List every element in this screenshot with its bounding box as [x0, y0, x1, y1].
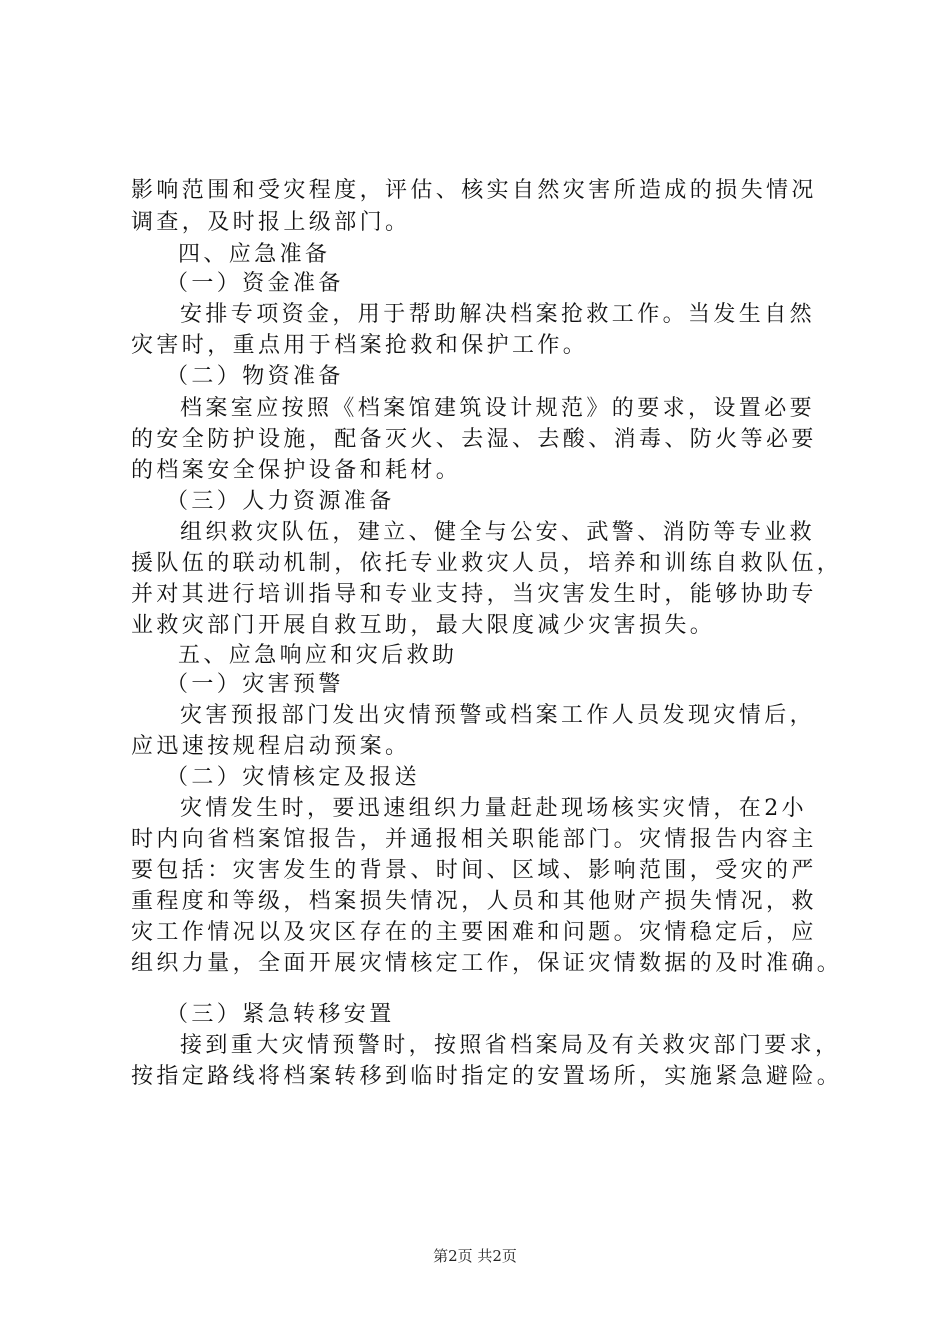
text-line: 援队伍的联动机制，依托专业救灾人员，培养和训练自救队伍， — [131, 551, 843, 576]
subsection-heading: （一）资金准备 — [166, 271, 344, 296]
text-line: 灾害时，重点用于档案抢救和保护工作。 — [131, 333, 589, 358]
text-line: 组织救灾队伍，建立、健全与公安、武警、消防等专业救 — [180, 520, 816, 545]
text-line: 应迅速按规程启动预案。 — [131, 734, 411, 759]
text-line: 灾情发生时，要迅速组织力量赶赴现场核实灾情，在2小 — [180, 796, 807, 821]
text-line: 时内向省档案馆报告，并通报相关职能部门。灾情报告内容主 — [131, 827, 817, 852]
text-line: 的安全防护设施，配备灭火、去湿、去酸、消毒、防火等必要 — [131, 427, 817, 452]
subsection-heading: （三）紧急转移安置 — [166, 1002, 395, 1027]
text-line: 并对其进行培训指导和专业支持，当灾害发生时，能够协助专 — [131, 582, 817, 607]
text-line: 接到重大灾情预警时，按照省档案局及有关救灾部门要求， — [180, 1033, 841, 1058]
text-line: 灾害预报部门发出灾情预警或档案工作人员发现灾情后， — [180, 703, 816, 728]
text-line: 档案室应按照《档案馆建筑设计规范》的要求，设置必要 — [180, 396, 816, 421]
text-line: 重程度和等级，档案损失情况，人员和其他财产损失情况，救 — [131, 889, 817, 914]
section-heading: 四、应急准备 — [178, 242, 331, 267]
text-line: 安排专项资金，用于帮助解决档案抢救工作。当发生自然 — [180, 302, 816, 327]
subsection-heading: （二）物资准备 — [166, 364, 344, 389]
text-line: 调查，及时报上级部门。 — [131, 210, 411, 235]
subsection-heading: （一）灾害预警 — [166, 672, 344, 697]
text-line: 要包括：灾害发生的背景、时间、区域、影响范围，受灾的严 — [131, 858, 817, 883]
text-line: 的档案安全保护设备和耗材。 — [131, 458, 462, 483]
text-line: 影响范围和受灾程度，评估、核实自然灾害所造成的损失情况 — [131, 178, 817, 203]
subsection-heading: （三）人力资源准备 — [166, 489, 395, 514]
text-line: 按指定路线将档案转移到临时指定的安置场所，实施紧急避险。 — [131, 1064, 843, 1089]
subsection-heading: （二）灾情核定及报送 — [166, 765, 421, 790]
section-heading: 五、应急响应和灾后救助 — [178, 643, 458, 668]
text-line: 灾工作情况以及灾区存在的主要困难和问题。灾情稳定后，应 — [131, 920, 817, 945]
text-line: 业救灾部门开展自救互助，最大限度减少灾害损失。 — [131, 613, 716, 638]
text-line: 组织力量，全面开展灾情核定工作，保证灾情数据的及时准确。 — [131, 951, 843, 976]
page-footer: 第2页 共2页 — [433, 1247, 517, 1265]
